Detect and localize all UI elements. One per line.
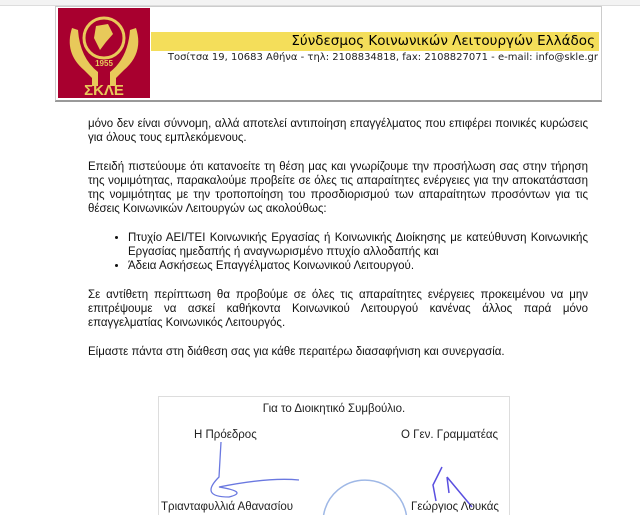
president-name: Τριανταφυλλιά Αθανασίου [161, 501, 294, 513]
qualifications-list [88, 231, 588, 274]
paragraph: Είμαστε πάντα στη διάθεση σας για κάθε περαιτέρω διασαφήνιση και συνεργασία. [88, 345, 505, 358]
paragraph: Επειδή πιστεύουμε ότι κατανοείτε τη θέση μας και γνωρίζουμε την προσήλωση σας στην τήρηση της νομιμότητας, παρακαλούμε προβείτε σε όλες τις απαραίτητες ενέργειες για την αποκατάσταση της νομιμότητας με την τροποποίηση του προσδιορισμού των απαραίτητων προσόντων για τις θέσεις Κοινωνικών Λειτουργών ως ακολούθως: [88, 160, 588, 216]
skle-logo [58, 8, 150, 98]
secretary-name: Γεώργιος Λουκάς [411, 501, 499, 513]
list-item: • Άδεια Ασκήσεως Επαγγέλματος Κοινωνικού Λειτουργού. [128, 259, 588, 273]
letter-body [88, 117, 588, 373]
stamp-icon [324, 480, 407, 515]
header-divider [55, 101, 602, 102]
list-item: • Πτυχίο ΑΕΙ/ΤΕΙ Κοινωνικής Εργασίας ή Κοινωνικής Διοίκησης με κατεύθυνση Κοινωνικής Εργασίας ημεδαπής ή αναγνωρισμένο πτυχίο αλλοδαπής και [128, 231, 588, 260]
paragraph: μόνο δεν είναι σύννομη, αλλά αποτελεί αντιποίηση επαγγέλματος που επιφέρει ποινικές κυρώσεις για όλους τους εμπλεκόμενους. [88, 118, 588, 145]
signature-block [158, 396, 510, 515]
letterhead [55, 6, 602, 101]
signature-marks [159, 397, 509, 515]
svg-text:ΣΚΛΕ: ΣΚΛΕ [84, 82, 124, 98]
role-secretary: Ο Γεν. Γραμματέας [401, 429, 499, 441]
paragraph: Σε αντίθετη περίπτωση θα προβούμε σε όλες τις απαραίτητες ενέργειες προκειμένου να μην επιτρέψουμε να ασκεί καθήκοντα Κοινωνικού Λειτουργού κανένας άλλος παρά μόνο επαγγελματίας Κοινωνικός Λειτουργός. [88, 288, 588, 330]
board-label: Για το Διοικητικό Συμβούλιο. [262, 403, 406, 415]
svg-text:1955: 1955 [95, 59, 113, 68]
role-president: Η Πρόεδρος [194, 429, 257, 441]
org-address: Τοσίτσα 19, 10683 Αθήνα - τηλ: 2108834818, fax: 2108827071 - e-mail: info@skle.gr [167, 52, 598, 63]
org-name: Σύνδεσμος Κοινωνικών Λειτουργών Ελλάδος [151, 32, 599, 51]
